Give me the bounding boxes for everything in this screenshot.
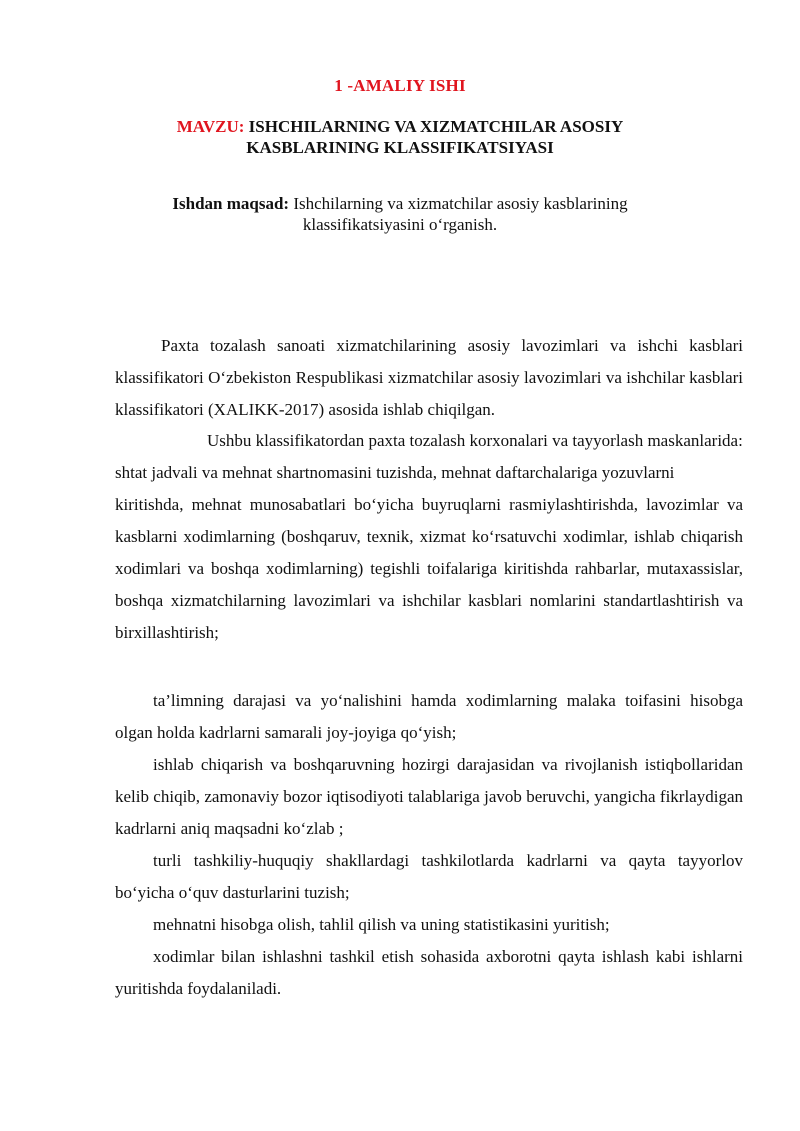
topic-text-1: ISHCHILARNING VA XIZMATCHILAR ASOSIY <box>248 117 624 136</box>
goal-line-1 <box>0 193 800 214</box>
topic-label: MAVZU: <box>176 117 245 136</box>
paragraph-7: mehnatni hisobga olish, tahlil qilish va uning statistikasini yuritish; <box>153 915 610 934</box>
paragraph-2: Ushbu klassifikatordan paxta tozalash korxonalari va tayyorlash maskanlarida: shtat jadvali va mehnat shartnomasini tuzishda, mehnat daftarchalariga yozuvlarni <box>115 431 743 482</box>
topic-heading <box>0 116 800 158</box>
document-title: 1 -AMALIY ISHI <box>334 76 466 95</box>
goal-statement <box>0 193 800 235</box>
topic-line-1 <box>0 116 800 137</box>
paragraph-3: kiritishda, mehnat munosabatlari bo‘yicha buyruqlarni rasmiylashtirishda, lavozimlar va kasblarni xodimlarning (boshqaruv, texnik, xizmat ko‘rsatuvchi xodimlar, ishlab chiqarish xodimlari va boshqa xodimlarning) tegishli toifalariga kiritishda rahbarlar, mutaxassislar, boshqa xizmatchilarning lavozimlari va ishchilar kasblari nomlarini standartlashtirish va birxillashtirish; <box>115 495 743 642</box>
body-section-list <box>115 685 743 1005</box>
topic-text-2: KASBLARINING KLASSIFIKATSIYASI <box>246 138 554 157</box>
paragraph-6: turli tashkiliy-huquqiy shakllardagi tashkilotlarda kadrlarni va qayta tayyorlov bo‘yicha o‘quv dasturlarini tuzish; <box>115 851 743 902</box>
paragraph-1: Paxta tozalash sanoati xizmatchilarining asosiy lavozimlari va ishchi kasblari klassifikatori O‘zbekiston Respublikasi xizmatchilar asosiy lavozimlari va ishchilar kasblari klassifikatori (XALIKK-2017) asosida ishlab chiqilgan. <box>115 336 743 419</box>
goal-label: Ishdan maqsad: <box>172 194 290 213</box>
paragraph-5: ishlab chiqarish va boshqaruvning hozirgi darajasidan va rivojlanish istiqbollaridan kelib chiqib, zamonaviy bozor iqtisodiyoti talablariga javob beruvchi, yangicha fikrlaydigan kadrlarni aniq maqsadni ko‘zlab ; <box>115 755 743 838</box>
body-section-usage <box>115 425 743 649</box>
paragraph-4: ta’limning darajasi va yo‘nalishini hamda xodimlarning malaka toifasini hisobga olgan holda kadrlarni samarali joy-joyiga qo‘yish; <box>115 691 743 742</box>
body-section-intro <box>115 330 743 426</box>
goal-text-2: klassifikatsiyasini o‘rganish. <box>302 215 498 234</box>
goal-text-1: Ishchilarning va xizmatchilar asosiy kasblarining <box>293 194 628 213</box>
paragraph-8: xodimlar bilan ishlashni tashkil etish sohasida axborotni qayta ishlash kabi ishlarni yuritishda foydalaniladi. <box>115 947 743 998</box>
